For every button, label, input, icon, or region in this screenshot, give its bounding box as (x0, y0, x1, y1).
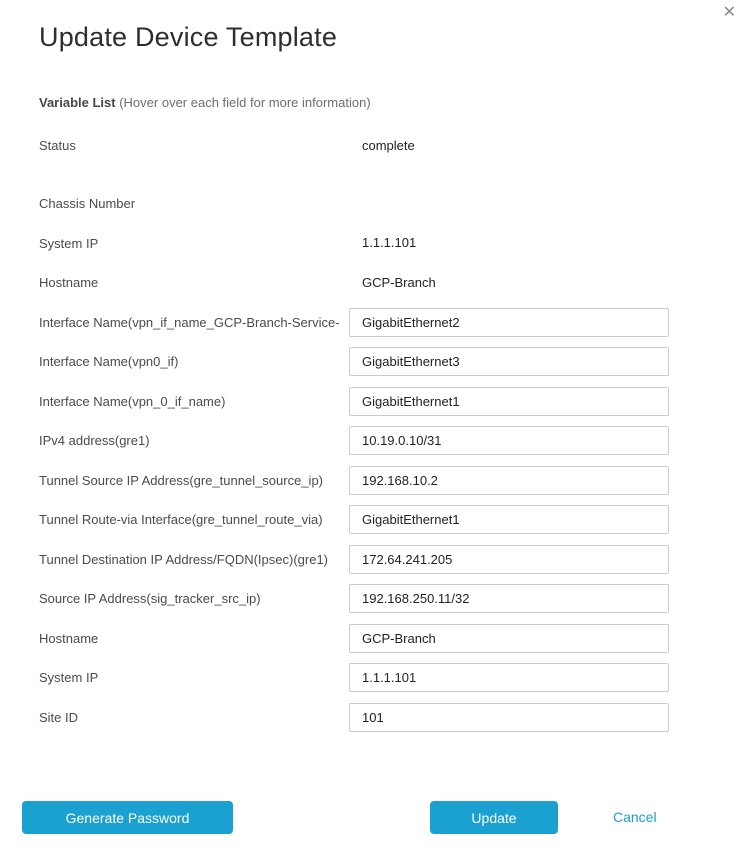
generate-password-button[interactable]: Generate Password (22, 801, 233, 834)
close-icon[interactable]: ✕ (722, 4, 736, 21)
variable-list (39, 126, 752, 737)
field-row-interface-name-service (39, 303, 752, 343)
field-label: Interface Name(vpn_if_name_GCP-Branch-Service- (39, 314, 340, 330)
field-row-tunnel-source-ip (39, 461, 752, 501)
tunnel-destination-ip-input[interactable] (349, 545, 669, 574)
tunnel-route-via-input[interactable] (349, 505, 669, 534)
dialog-title: Update Device Template (39, 22, 338, 52)
field-value: GCP-Branch (362, 274, 436, 290)
field-label: Tunnel Source IP Address(gre_tunnel_source_ip) (39, 472, 324, 488)
field-value (349, 196, 362, 211)
field-label: Hostname (39, 630, 99, 646)
field-label: Tunnel Destination IP Address/FQDN(Ipsec)(gre1) (39, 551, 329, 567)
field-row-hostname-input (39, 619, 752, 659)
field-label: Status (39, 138, 76, 154)
field-value: 1.1.1.101 (362, 235, 417, 251)
field-row-site-id (39, 698, 752, 738)
field-label: System IP (39, 670, 99, 686)
tunnel-source-ip-input[interactable] (349, 466, 669, 495)
field-row-status (39, 126, 752, 166)
field-label: Interface Name(vpn_0_if_name) (39, 393, 226, 409)
interface-name-service-input[interactable] (349, 308, 669, 337)
field-row-system-ip-input (39, 658, 752, 698)
field-row-ipv4-address-gre1 (39, 421, 752, 461)
field-label: Interface Name(vpn0_if) (39, 354, 179, 370)
field-label: IPv4 address(gre1) (39, 433, 150, 449)
field-label: System IP (39, 235, 99, 251)
field-label: Hostname (39, 275, 99, 291)
field-row-tunnel-route-via (39, 500, 752, 540)
interface-name-vpn0-if-input[interactable] (349, 347, 669, 376)
field-label: Chassis Number (39, 196, 136, 212)
field-row-tunnel-destination-ip (39, 540, 752, 580)
variable-list-hint: (Hover over each field for more information) (119, 95, 371, 110)
field-row-chassis-number (39, 184, 752, 224)
row-spacer (39, 166, 752, 185)
variable-list-label: Variable List (39, 95, 116, 110)
field-label: Tunnel Route-via Interface(gre_tunnel_route_via) (39, 512, 323, 528)
variable-list-heading (39, 95, 752, 111)
field-label: Source IP Address(sig_tracker_src_ip) (39, 591, 261, 607)
hostname-input[interactable] (349, 624, 669, 653)
ipv4-address-gre1-input[interactable] (349, 426, 669, 455)
site-id-input[interactable] (349, 703, 669, 732)
interface-name-vpn-0-if-name-input[interactable] (349, 387, 669, 416)
field-value: complete (362, 137, 415, 153)
cancel-link[interactable]: Cancel (613, 809, 657, 825)
field-row-hostname (39, 263, 752, 303)
dialog-footer (0, 801, 752, 835)
field-row-system-ip (39, 224, 752, 264)
field-label: Site ID (39, 709, 79, 725)
field-row-source-ip-tracker (39, 579, 752, 619)
update-button[interactable]: Update (430, 801, 558, 834)
field-row-interface-name-vpn-0-if-name (39, 382, 752, 422)
field-row-interface-name-vpn0-if (39, 342, 752, 382)
system-ip-input[interactable] (349, 663, 669, 692)
source-ip-tracker-input[interactable] (349, 584, 669, 613)
